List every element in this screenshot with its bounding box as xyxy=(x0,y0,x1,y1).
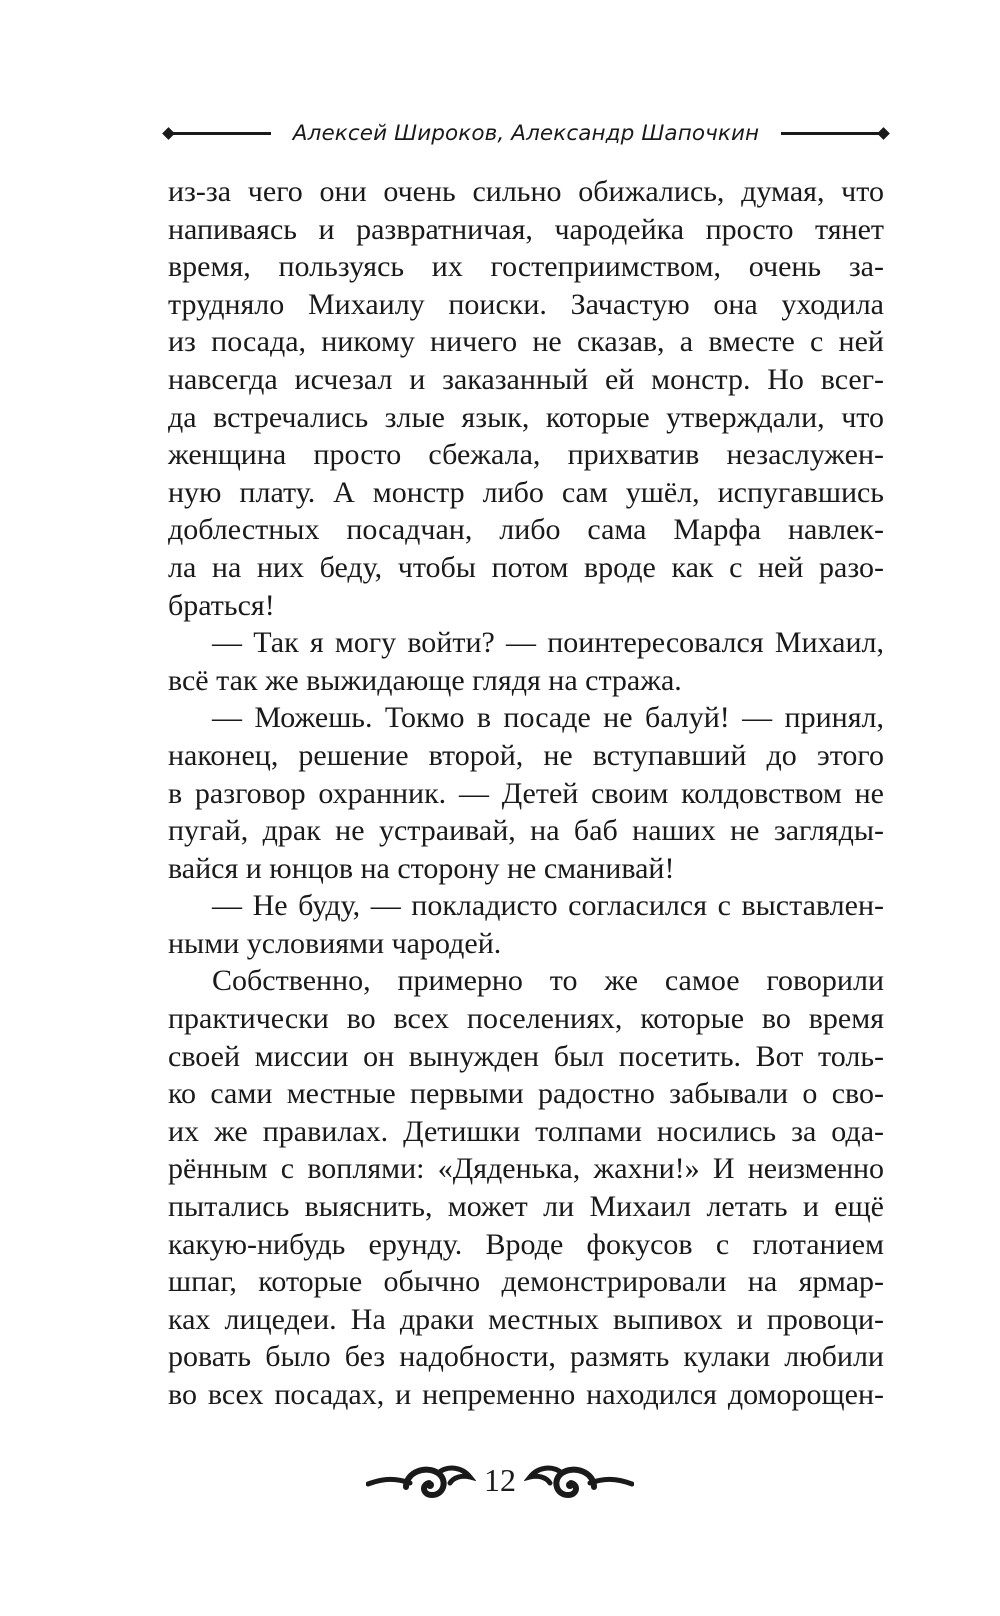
header-rule-left xyxy=(168,132,271,135)
text-line: какую-нибудь ерунду. Вроде фокусов с глотанием xyxy=(168,1227,884,1261)
text-line: своей миссии он вынужден был посетить. Вот толь- xyxy=(168,1039,884,1073)
text-line: из-за чего они очень сильно обижались, думая, что xyxy=(168,175,884,208)
text-line: наконец, решение второй, не вступавший до этого xyxy=(168,738,884,772)
text-line: Собственно, примерно то же самое говорили xyxy=(212,964,884,998)
left-ornament-icon xyxy=(366,1457,476,1503)
text-line: пугай, драк не устраивай, на баб наших не загляды- xyxy=(168,814,884,848)
text-line: пытались выяснить, может ли Михаил летать и ещё xyxy=(168,1190,884,1224)
text-line: — Не буду, — покладисто согласился с выставлен- xyxy=(212,889,884,923)
text-line: во всех посадах, и непременно находился доморощен- xyxy=(168,1378,884,1411)
text-line: — Так я могу войти? — поинтересовался Михаил, xyxy=(212,626,884,660)
text-line: рённым с воплями: «Дяденька, жахни!» И неизменно xyxy=(168,1152,884,1186)
text-line: ла на них беду, чтобы потом вроде как с ней разо- xyxy=(168,550,884,584)
text-line: всё так же выжидающе глядя на стража. xyxy=(168,663,682,697)
header-rule-right xyxy=(781,132,884,135)
text-line: в разговор охранник. — Детей своим колдовством не xyxy=(168,776,884,810)
text-line: шпаг, которые обычно демонстрировали на ярмар- xyxy=(168,1265,884,1299)
text-line: доблестных посадчан, либо сама Марфа навлек- xyxy=(168,513,884,547)
text-line: из посада, никому ничего не сказав, а вместе с ней xyxy=(168,325,884,359)
text-line: вайся и юнцов на сторону не сманивай! xyxy=(168,851,675,885)
text-line: да встречались злые язык, которые утверждали, что xyxy=(168,400,884,434)
header-authors: Алексей Широков, Александр Шапочкин xyxy=(292,120,760,146)
text-line: ровать было без надобности, размять кулаки любили xyxy=(168,1340,884,1374)
right-ornament-icon xyxy=(524,1457,634,1503)
page-body-text xyxy=(168,173,884,1414)
text-line: их же правилах. Детишки толпами носились за ода- xyxy=(168,1114,884,1148)
text-line: ную плату. А монстр либо сам ушёл, испугавшись xyxy=(168,475,884,509)
text-line: напиваясь и развратничая, чародейка просто тянет xyxy=(168,212,884,246)
text-line: ках лицедеи. На драки местных выпивох и провоци- xyxy=(168,1302,884,1336)
text-line: практически во всех поселениях, которые во время xyxy=(168,1002,884,1036)
page-number: 12 xyxy=(484,1461,516,1498)
text-line: ными условиями чародей. xyxy=(168,926,502,960)
text-line: ко сами местные первыми радостно забывали о сво- xyxy=(168,1077,884,1111)
text-line: время, пользуясь их гостеприимством, очень за- xyxy=(168,250,884,284)
text-line: браться! xyxy=(168,588,275,622)
text-line: — Можешь. Токмо в посаде не балуй! — принял, xyxy=(212,701,884,735)
text-line: трудняло Михаилу поиски. Зачастую она уходила xyxy=(168,287,884,321)
text-line: женщина просто сбежала, прихватив незаслужен- xyxy=(168,438,884,472)
running-header xyxy=(168,113,884,153)
text-line: навсегда исчезал и заказанный ей монстр. Но всег- xyxy=(168,362,884,396)
page-footer xyxy=(0,1450,1000,1510)
